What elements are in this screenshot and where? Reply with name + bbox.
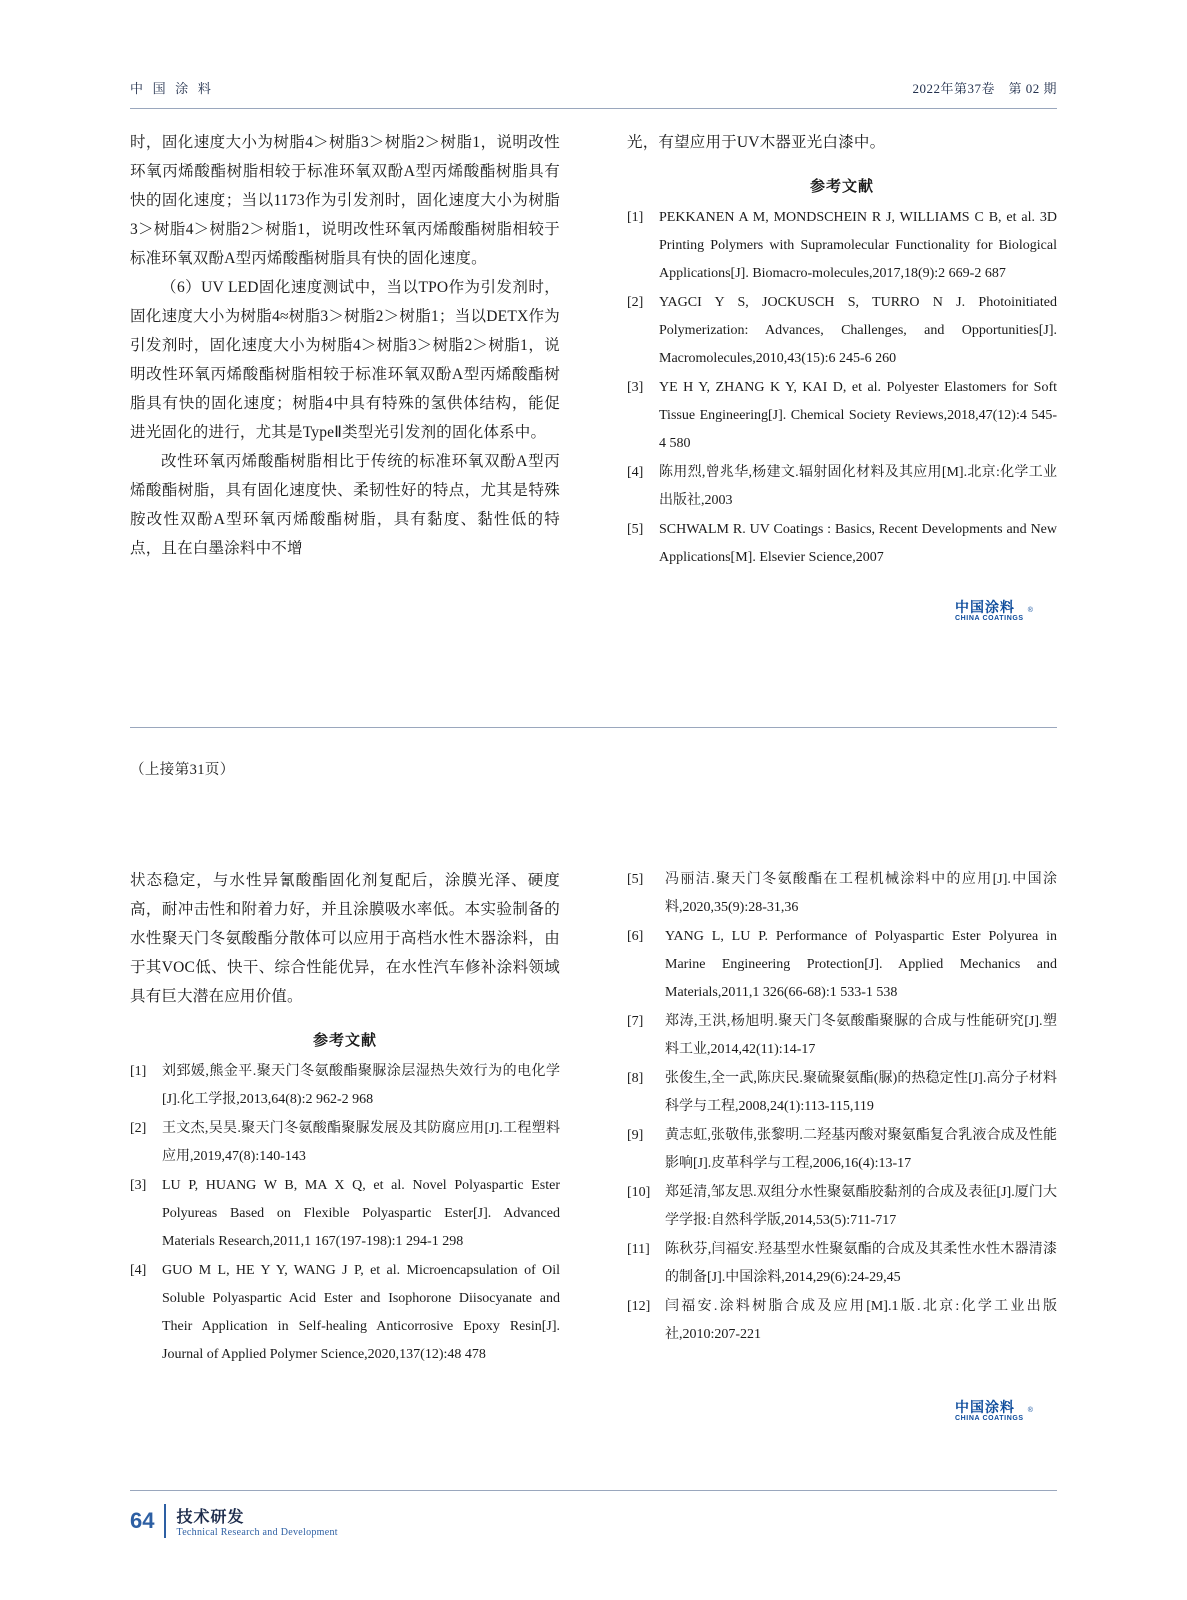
article-1-left-column [130,128,560,573]
reference-number: [6] [627,929,644,944]
reference-text: 黄志虹,张敬伟,张黎明.二羟基丙酸对聚氨酯复合乳液合成及性能影响[J].皮革科学与工程,2006,16(4):13-17 [665,1128,1057,1171]
list-item [627,1236,1057,1292]
footer-section [176,1504,337,1538]
reference-number: [7] [627,1014,644,1029]
reference-text: YAGCI Y S, JOCKUSCH S, TURRO N J. Photoinitiated Polymerization: Advances, Challenges, and Opportunities[J]. Macromolecules,2010,43(15):6 245-6 260 [659,295,1057,366]
list-item [627,1179,1057,1235]
list-item [627,1293,1057,1349]
paragraph: 时，固化速度大小为树脂4＞树脂3＞树脂2＞树脂1，说明改性环氧丙烯酸酯树脂相较于标准环氧双酚A型丙烯酸酯树脂具有快的固化速度；当以1173作为引发剂时，固化速度大小为树脂3＞树脂4＞树脂2＞树脂1，说明改性环氧丙烯酸酯树脂相较于标准环氧双酚A型丙烯酸酯树脂具有快的固化速度。 [130,134,560,267]
reference-text: 张俊生,全一武,陈庆民.聚硫聚氨酯(脲)的热稳定性[J].高分子材料科学与工程,2008,24(1):113-115,119 [665,1071,1057,1114]
journal-logo [955,1400,1033,1422]
article-2-right-column [627,866,1057,1370]
page-number: 64 [130,1508,155,1533]
reference-text: 王文杰,吴昊.聚天门冬氨酸酯聚脲发展及其防腐应用[J].工程塑料应用,2019,47(8):140-143 [162,1121,560,1164]
reference-text: 刘郅媛,熊金平.聚天门冬氨酸酯聚脲涂层湿热失效行为的电化学[J].化工学报,2013,64(8):2 962-2 968 [162,1064,560,1107]
logo-text-en: CHINA COATINGS [955,1414,1024,1422]
list-item [627,1008,1057,1064]
logo-text-cn: 中国涂料 [955,599,1015,615]
reference-number: [5] [627,872,644,887]
reference-text: 郑延清,邹友思.双组分水性聚氨酯胶黏剂的合成及表征[J].厦门大学学报:自然科学版,2014,53(5):711-717 [665,1185,1057,1228]
reference-number: [1] [627,210,644,225]
reference-number: [1] [130,1064,147,1079]
paragraph: 状态稳定，与水性异氰酸酯固化剂复配后，涂膜光泽、硬度高，耐冲击性和附着力好，并且涂膜吸水率低。本实验制备的水性聚天门冬氨酸酯分散体可以应用于高档水性木器涂料，由于其VOC低、快干、综合性能优异，在水性汽车修补涂料领域具有巨大潜在应用价值。 [130,872,560,1005]
list-item [627,459,1057,515]
footer-rule [130,1490,1057,1491]
continuation-note: （上接第31页） [130,762,235,778]
list-item [627,923,1057,1007]
list-item [130,1058,560,1114]
reference-text: 闫福安.涂料树脂合成及应用[M].1版.北京:化学工业出版社,2010:207-221 [665,1299,1057,1342]
list-item [627,1122,1057,1178]
list-item [130,1257,560,1369]
reference-number: [10] [627,1185,651,1200]
reference-text: 陈秋芬,闫福安.羟基型水性聚氨酯的合成及其柔性水性木器清漆的制备[J].中国涂料,2014,29(6):24-29,45 [665,1242,1057,1285]
reference-list [627,866,1057,1349]
reference-list [627,204,1057,572]
reference-number: [12] [627,1299,651,1314]
paragraph: 改性环氧丙烯酸酯树脂相比于传统的标准环氧双酚A型丙烯酸酯树脂，具有固化速度快、柔韧性好的特点，尤其是特殊胺改性双酚A型环氧丙烯酸酯树脂，具有黏度、黏性低的特点，且在白墨涂料中不增 [130,453,560,557]
list-item [627,866,1057,922]
footer-section-cn: 技术研发 [176,1509,245,1526]
page-footer [130,1504,1057,1538]
reference-list [130,1058,560,1369]
reference-number: [5] [627,522,644,537]
reference-number: [3] [130,1178,147,1193]
article-2-left-column [130,866,560,1370]
article-2-columns [130,866,1057,1370]
list-item [627,289,1057,373]
journal-logo [955,600,1033,622]
footer-divider [164,1504,166,1538]
list-item [130,1115,560,1171]
paragraph: （6）UV LED固化速度测试中，当以TPO作为引发剂时，固化速度大小为树脂4≈树脂3＞树脂2＞树脂1；当以DETX作为引发剂时，固化速度大小为树脂4＞树脂3＞树脂2＞树脂1，说明改性环氧丙烯酸酯树脂相较于标准环氧双酚A型丙烯酸酯树脂具有快的固化速度；树脂4中具有特殊的氢供体结构，能促进光固化的进行，尤其是TypeⅡ类型光引发剂的固化体系中。 [130,279,560,441]
list-item [130,1172,560,1256]
article-separator-rule [130,727,1057,728]
reference-number: [3] [627,380,644,395]
reference-number: [2] [130,1121,147,1136]
registered-mark-icon: ® [1027,1407,1033,1415]
reference-number: [11] [627,1242,650,1257]
footer-section-en: Technical Research and Development [176,1527,338,1538]
reference-number: [2] [627,295,644,310]
reference-text: SCHWALM R. UV Coatings : Basics, Recent Developments and New Applications[M]. Elsevier Science,2007 [659,522,1057,565]
logo-text-cn: 中国涂料 [955,1399,1015,1415]
reference-text: 冯丽洁.聚天门冬氨酸酯在工程机械涂料中的应用[J].中国涂料,2020,35(9):28-31,36 [665,872,1057,915]
reference-text: YANG L, LU P. Performance of Polyaspartic Ester Polyurea in Marine Engineering Protection[J]. Applied Mechanics and Materials,2011,1 326(66-68):1 533-1 538 [665,929,1057,1000]
reference-text: 陈用烈,曾兆华,杨建文.辐射固化材料及其应用[M].北京:化学工业出版社,2003 [659,465,1057,508]
header-rule [130,108,1057,109]
list-item [627,204,1057,288]
list-item [627,516,1057,572]
reference-text: LU P, HUANG W B, MA X Q, et al. Novel Polyaspartic Ester Polyureas Based on Flexible Polyaspartic Ester[J]. Advanced Materials Research,2011,1 167(197-198):1 294-1 298 [162,1178,560,1249]
paragraph: 光，有望应用于UV木器亚光白漆中。 [627,134,886,151]
reference-text: PEKKANEN A M, MONDSCHEIN R J, WILLIAMS C B, et al. 3D Printing Polymers with Supramolecular Functionality for Biological Applications[J]. Biomacro-molecules,2017,18(9):2 669-2 687 [659,210,1057,281]
reference-number: [4] [627,465,644,480]
reference-text: 郑涛,王洪,杨旭明.聚天门冬氨酸酯聚脲的合成与性能研究[J].塑料工业,2014,42(11):14-17 [665,1014,1057,1057]
references-heading: 参考文献 [809,178,874,195]
reference-number: [9] [627,1128,644,1143]
logo-text-en: CHINA COATINGS [955,614,1024,622]
article-1-right-column [627,128,1057,573]
journal-name: 中 国 涂 料 [130,81,214,96]
references-heading: 参考文献 [312,1032,377,1049]
article-1-columns [130,128,1057,573]
reference-number: [4] [130,1263,147,1278]
reference-text: YE H Y, ZHANG K Y, KAI D, et al. Polyester Elastomers for Soft Tissue Engineering[J]. Chemical Society Reviews,2018,47(12):4 545-4 580 [659,380,1057,451]
list-item [627,1065,1057,1121]
list-item [627,374,1057,458]
reference-text: GUO M L, HE Y Y, WANG J P, et al. Microencapsulation of Oil Soluble Polyaspartic Acid Ester and Isophorone Diisocyanate and Their Application in Self-healing Anticorrosive Epoxy Resin[J]. Journal of Applied Polymer Science,2020,137(12):48 478 [162,1263,560,1362]
registered-mark-icon: ® [1027,607,1033,615]
reference-number: [8] [627,1071,644,1086]
issue-info: 2022年第37卷 第 02 期 [912,81,1057,96]
running-head [130,78,1057,108]
